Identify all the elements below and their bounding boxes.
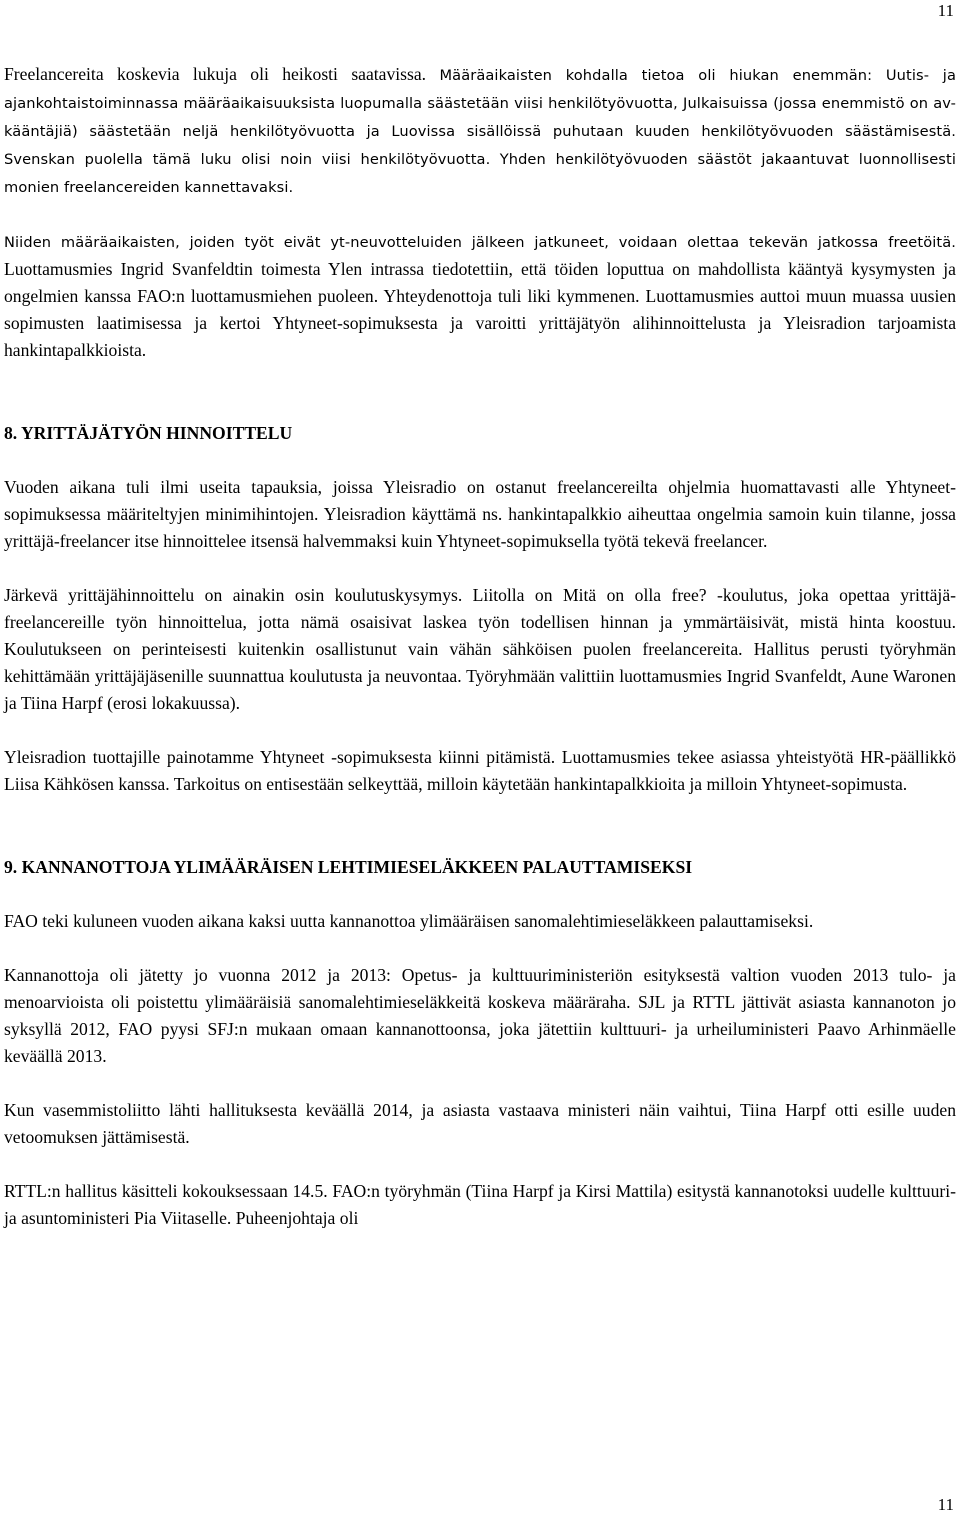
section-heading-9: 9. KANNANOTTOJA YLIMÄÄRÄISEN LEHTIMIESELÄKKEEN PALAUTTAMISEKSI (4, 857, 693, 877)
paragraph-text: Freelancereita koskevia lukuja oli heikosti saatavissa. (4, 64, 427, 84)
paragraph-text: Luottamusmies Ingrid Svanfeldtin toimesta Ylen intrassa tiedotettiin, että töiden loputtua on mahdollista kääntyä kysymysten ja ongelmien kanssa FAO:n luottamusmiehen puoleen. Yhteydenottoja tuli liki kymmenen. Luottamusmies auttoi muun muassa uusien sopimusten laatimisessa ja kertoi Yhtyneet-sopimuksesta ja varoitti yrittäjätyön alihinnoittelusta ja Yleisradion tarjoamista hankintapalkkioista. (4, 259, 956, 360)
paragraph-temporary-staff (4, 228, 956, 364)
paragraph-rttl-board: RTTL:n hallitus käsitteli kokouksessaan 14.5. FAO:n työryhmän (Tiina Harpf ja Kirsi Mattila) esitystä kannanotoksi uudelle kulttuuri- ja asuntoministeri Pia Viitaselle. Puheenjohtaja oli (4, 1181, 956, 1228)
paragraph-text: Määräaikaisten kohdalla tietoa oli hiukan enemmän: Uutis- ja ajankohtaistoiminnassa määräaikaisuuksista luopumalla säästetään viisi henkilötyövuotta, Julkaisuissa (jossa enemmistö on av-kääntäjiä) säästetään neljä henkilötyövuotta ja Luovissa sisällöissä puhutaan kuuden henkilötyövuoden säästämisestä. (4, 67, 956, 140)
paragraph-text: Yhden henkilötyövuoden säästöt jakaantuvat luonnollisesti monien freelancereiden kannettavaksi. (4, 151, 956, 196)
paragraph-text: Niiden määräaikaisten, joiden työt eivät yt-neuvotteluiden jälkeen jatkuneet, voidaan olettaa tekevän jatkossa freetöitä. (4, 234, 956, 251)
paragraph-statements-history: Kannanottoja oli jätetty jo vuonna 2012 ja 2013: Opetus- ja kulttuuriministeriön esityksestä valtion vuoden 2013 tulo- ja menoarvioista oli poistettu ylimääräisiä sanomalehtimieseläkkeitä koskeva määräraha. SJL ja RTTL jättivät asiasta kannanoton jo syksyllä 2012, FAO pyysi SFJ:n mukaan omaan kannanottoonsa, joka jätettiin kulttuuri- ja urheiluministeri Paavo Arhinmäelle keväällä 2013. (4, 965, 956, 1066)
paragraph-producers: Yleisradion tuottajille painotamme Yhtyneet -sopimuksesta kiinni pitämistä. Luottamusmies tekee asiassa yhteistyötä HR-päällikkö Liisa Kähkösen kanssa. Tarkoitus on entisestään selkeyttää, milloin käytetään hankintapalkkioita ja milloin Yhtyneet-sopimusta. (4, 747, 956, 794)
page-number-bottom: 11 (937, 1495, 954, 1514)
paragraph-freelancer-numbers (4, 61, 956, 201)
paragraph-text: Svenskan puolella tämä luku olisi noin viisi henkilötyövuotta. (4, 151, 491, 168)
page-number-top: 11 (937, 1, 954, 20)
paragraph-pricing-training: Järkevä yrittäjähinnoittelu on ainakin osin koulutuskysymys. Liitolla on Mitä on olla free? -koulutus, joka opettaa yrittäjä-freelancereille työn hinnoittelua, jotta nämä osaisivat laskea työn todellisen hinnan ja ymmärtäisivät, mistä hinta koostuu. Koulutukseen on perinteisesti kuitenkin osallistunut vain vähän sähköisen puolen freelancereita. Hallitus perusti työryhmän kehittämään yrittäjäjäsenille suunnattua koulutusta ja neuvontaa. Työryhmään valittiin luottamusmies Ingrid Svanfeldt, Aune Waronen ja Tiina Harpf (erosi lokakuussa). (4, 585, 956, 713)
section-heading-8: 8. YRITTÄJÄTYÖN HINNOITTELU (4, 423, 293, 443)
paragraph-statements-intro: FAO teki kuluneen vuoden aikana kaksi uutta kannanottoa ylimääräisen sanomalehtimieseläkkeen palauttamiseksi. (4, 911, 814, 931)
paragraph-pricing-cases: Vuoden aikana tuli ilmi useita tapauksia, joissa Yleisradio on ostanut freelancereilta ohjelmia huomattavasti alle Yhtyneet-sopimuksessa määriteltyjen minimihintojen. Yleisradion käyttämä ns. hankintapalkkio aiheuttaa ongelmia samoin kuin tilanne, jossa yrittäjä-freelancer itse hinnoittelee itsensä halvemmaksi kuin Yhtyneet-sopimuksella työtä tekevä freelancer. (4, 477, 956, 551)
paragraph-left-alliance: Kun vasemmistoliitto lähti hallituksesta keväällä 2014, ja asiasta vastaava ministeri näin vaihtui, Tiina Harpf otti esille uuden vetoomuksen jättämisestä. (4, 1100, 956, 1147)
document-body (4, 61, 956, 1232)
